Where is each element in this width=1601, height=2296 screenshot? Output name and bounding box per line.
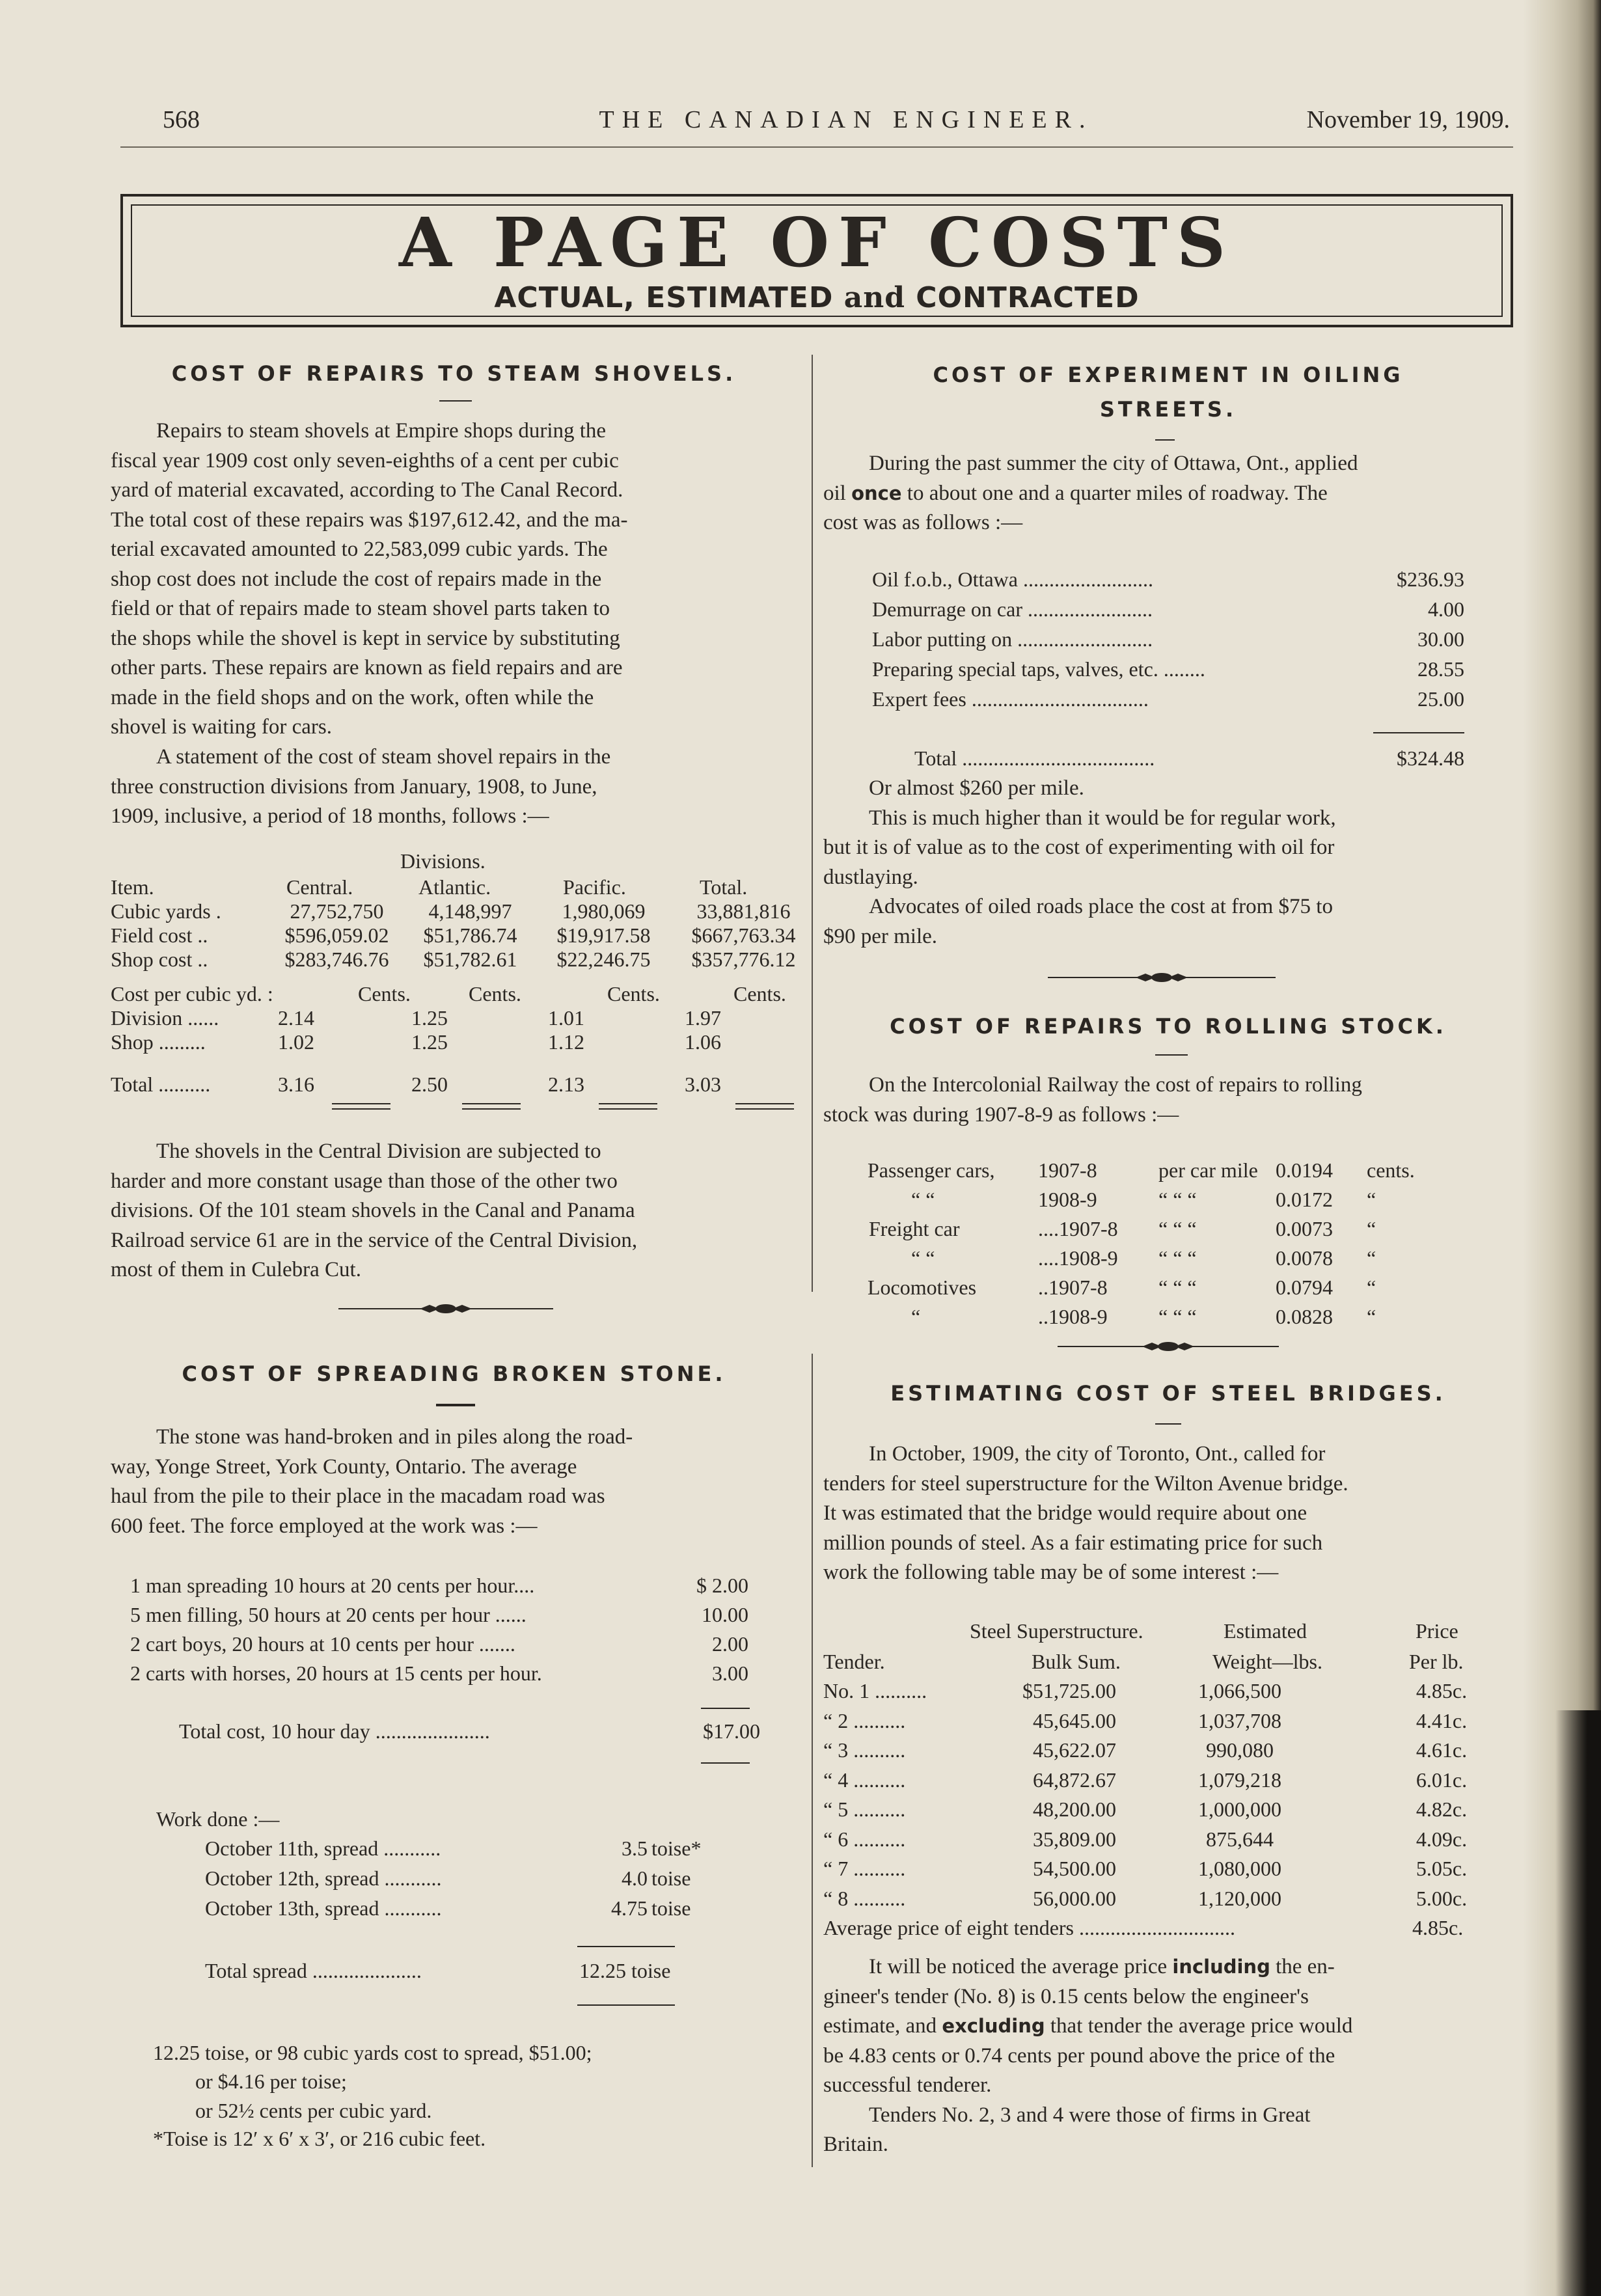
oiling-heading-line-2: STREETS. <box>1099 397 1237 422</box>
bridges-note <box>823 1952 1513 2160</box>
note-a-post: the en- <box>1270 1955 1335 1978</box>
force-item-value: 3.00 <box>712 1661 748 1685</box>
shovels-row-cell: $19,917.58 <box>556 923 651 947</box>
work-day-label: October 11th, spread ........... <box>205 1837 441 1860</box>
bridges-intro-3: It was estimated that the bridge would require about one <box>823 1501 1307 1525</box>
oiling-intro <box>823 449 1513 538</box>
right-column <box>823 0 1513 2296</box>
work-day-unit: toise <box>651 1866 691 1890</box>
text-line: haul from the pile to their place in the macadam road was <box>111 1484 605 1508</box>
rolling-intro <box>823 1071 1513 1130</box>
rolling-cell: 1907-8 <box>1038 1158 1097 1182</box>
oiling-after-6: $90 per mile. <box>823 924 938 948</box>
shovels-total-rule-4 <box>735 1108 794 1110</box>
text-line: three construction divisions from January, 1908, to June, <box>111 774 597 799</box>
oiling-intro-b-bold: once <box>851 482 902 504</box>
rolling-cell: 1908-9 <box>1038 1188 1097 1211</box>
oiling-dash <box>1155 439 1175 441</box>
tender-label: No. 1 .......... <box>823 1679 927 1702</box>
divisions-label: Divisions. <box>400 849 486 873</box>
stone-total-cost-value: $17.00 <box>703 1719 760 1743</box>
tender-weight: 1,079,218 <box>1198 1768 1281 1792</box>
shovels-cents-row-cell: 1.12 <box>548 1030 584 1054</box>
tender-weight: 1,080,000 <box>1198 1857 1281 1880</box>
text-line: A statement of the cost of steam shovel repairs in the <box>156 745 611 769</box>
section-ornament-1 <box>338 1302 553 1316</box>
note-e: successful tenderer. <box>823 2073 992 2097</box>
bridges-col-head-perlb: Per lb. <box>1409 1650 1464 1673</box>
banner-sub-and: and <box>843 281 905 314</box>
bridges-intro-2: tenders for steel superstructure for the Wilton Avenue bridge. <box>823 1471 1348 1496</box>
journal-title: THE CANADIAN ENGINEER. <box>599 106 1093 133</box>
rolling-cell: “ “ <box>911 1188 935 1211</box>
shovels-total-row-cell: 3.16 <box>278 1073 314 1096</box>
stone-total-cost-label: Total cost, 10 hour day ...................... <box>179 1719 490 1743</box>
tender-weight: 1,066,500 <box>1198 1679 1281 1702</box>
oil-item-value: 4.00 <box>1428 597 1464 621</box>
tender-weight: 1,120,000 <box>1198 1886 1281 1910</box>
shovels-row-cell: $667,763.34 <box>691 923 796 947</box>
shovels-dash <box>439 400 472 402</box>
bridges-heading: ESTIMATING COST OF STEEL BRIDGES. <box>890 1381 1446 1406</box>
oiling-after <box>823 774 1513 951</box>
rolling-cell: cents. <box>1367 1158 1415 1182</box>
oiling-intro-c: cost was as follows :— <box>823 511 1023 534</box>
tender-price: 4.41c. <box>1416 1708 1468 1732</box>
text-line: shop cost does not include the cost of repairs made in the <box>111 567 602 591</box>
left-column <box>107 0 800 2296</box>
tender-label: “ 8 .......... <box>823 1886 906 1910</box>
tender-bulk-sum: 45,622.07 <box>1033 1738 1116 1762</box>
rolling-cell: “ “ “ <box>1158 1217 1197 1240</box>
stone-summary-2: or $4.16 per toise; <box>195 2070 347 2093</box>
bridges-intro <box>823 1440 1513 1588</box>
shovels-row-cell: Field cost .. <box>111 923 208 947</box>
rolling-cell: ..1907-8 <box>1038 1276 1108 1299</box>
tender-bulk-sum: 45,645.00 <box>1033 1708 1116 1732</box>
bridges-col-head-structure: Steel Superstructure. <box>970 1619 1143 1643</box>
oil-item-label: Oil f.o.b., Ottawa ......................... <box>872 567 1153 591</box>
text-line: shovel is waiting for cars. <box>111 715 333 739</box>
stone-heading: COST OF SPREADING BROKEN STONE. <box>182 1361 726 1386</box>
column-rule-upper <box>812 355 813 1292</box>
stone-total-rule <box>701 1762 750 1764</box>
work-day-unit: toise* <box>651 1837 702 1860</box>
shovels-cents-row-cell: 1.06 <box>685 1030 721 1054</box>
text-line: made in the field shops and on the work, often while the <box>111 685 594 709</box>
page-number: 568 <box>163 106 200 133</box>
tender-label: “ 2 .......... <box>823 1708 906 1732</box>
shovels-cents-row-cell: 1.25 <box>411 1030 448 1054</box>
tender-bulk-sum: 35,809.00 <box>1033 1827 1116 1851</box>
force-item-label: 2 cart boys, 20 hours at 10 cents per hour ....... <box>130 1632 515 1656</box>
oiling-after-1: Or almost $260 per mile. <box>869 776 1084 800</box>
tender-weight: 1,037,708 <box>1198 1708 1281 1732</box>
rolling-cell: Locomotives <box>868 1276 977 1299</box>
oil-items-rule <box>1373 732 1464 733</box>
force-item-label: 1 man spreading 10 hours at 20 cents per hour.... <box>130 1574 535 1597</box>
note-a-pre: It will be noticed the average price <box>869 1955 1173 1978</box>
shovels-paragraph-3 <box>111 1137 800 1285</box>
text-line: divisions. Of the 101 steam shovels in the Canal and Panama <box>111 1199 635 1222</box>
rolling-cell: “ “ “ <box>1158 1188 1197 1211</box>
rolling-cell: ....1907-8 <box>1038 1217 1118 1240</box>
rolling-cell: per car mile <box>1158 1158 1258 1182</box>
tender-label: “ 3 .......... <box>823 1738 906 1762</box>
note-g: Britain. <box>823 2133 888 2156</box>
tender-weight: 1,000,000 <box>1198 1797 1281 1821</box>
oil-item-label: Labor putting on .......................... <box>872 627 1153 651</box>
shovels-sum-rule-2 <box>462 1103 521 1104</box>
tender-weight: 990,080 <box>1206 1738 1274 1762</box>
note-c-bold: excluding <box>942 2015 1045 2037</box>
note-f: Tenders No. 2, 3 and 4 were those of firms in Great <box>869 2103 1311 2127</box>
text-line: 1909, inclusive, a period of 18 months, follows :— <box>111 804 549 828</box>
shovels-row-cell: $283,746.76 <box>284 948 389 971</box>
bridges-average-label: Average price of eight tenders .............................. <box>823 1916 1235 1939</box>
shovels-header-row-cell: Total. <box>700 875 748 899</box>
text-line: The shovels in the Central Division are subjected to <box>156 1140 601 1163</box>
text-line: yard of material excavated, according to The Canal Record. <box>111 478 623 502</box>
stone-force-rule <box>701 1708 750 1709</box>
force-item-value: 10.00 <box>702 1603 748 1626</box>
work-done-label: Work done :— <box>156 1807 280 1831</box>
note-c-pre: estimate, and <box>823 2014 942 2038</box>
shovels-heading: COST OF REPAIRS TO STEAM SHOVELS. <box>171 361 737 386</box>
total-spread-label: Total spread ..................... <box>205 1959 422 1982</box>
tender-weight: 875,644 <box>1206 1827 1274 1851</box>
tender-bulk-sum: 64,872.67 <box>1033 1768 1116 1792</box>
shovels-header-row-cell: Item. <box>111 875 154 899</box>
oiling-after-4: dustlaying. <box>823 865 918 889</box>
shovels-paragraph-2 <box>111 743 800 832</box>
tender-price: 5.05c. <box>1416 1857 1468 1880</box>
text-line: way, Yonge Street, York County, Ontario. The average <box>111 1455 577 1479</box>
rolling-cell: 0.0073 <box>1276 1217 1333 1240</box>
shovels-cents-header-cell: Cents. <box>469 982 521 1005</box>
stone-dash <box>436 1404 475 1406</box>
issue-date: November 19, 1909. <box>1306 106 1510 133</box>
tender-bulk-sum: 48,200.00 <box>1033 1797 1116 1821</box>
text-line: most of them in Culebra Cut. <box>111 1258 361 1281</box>
shovels-row-cell: 4,148,997 <box>428 899 512 923</box>
rolling-cell: “ “ <box>911 1246 935 1270</box>
tender-label: “ 6 .......... <box>823 1827 906 1851</box>
text-line: Repairs to steam shovels at Empire shops during the <box>156 419 607 443</box>
bridges-col-head-bulk: Bulk Sum. <box>1032 1650 1121 1673</box>
bridges-dash <box>1155 1423 1181 1425</box>
shovels-cents-row-cell: Shop ......... <box>111 1030 206 1054</box>
shovels-total-row-cell: 2.50 <box>411 1073 448 1096</box>
section-ornament-3 <box>1058 1339 1279 1354</box>
oiling-after-5: Advocates of oiled roads place the cost at from $75 to <box>869 895 1333 918</box>
bridges-intro-5: work the following table may be of some interest :— <box>823 1561 1279 1584</box>
shovels-cents-row-cell: 1.01 <box>548 1006 584 1030</box>
force-item-value: 2.00 <box>712 1632 748 1656</box>
work-day-label: October 13th, spread ........... <box>205 1896 442 1920</box>
text-line: The total cost of these repairs was $197,612.42, and the ma- <box>111 508 628 532</box>
total-spread-value: 12.25 toise <box>579 1959 671 1982</box>
shovels-total-rule-3 <box>599 1108 657 1110</box>
shovels-sum-rule-4 <box>735 1103 794 1104</box>
text-line: the shops while the shovel is kept in service by substituting <box>111 626 620 650</box>
rolling-cell: “ “ “ <box>1158 1246 1197 1270</box>
bridges-col-head-price: Price <box>1416 1619 1458 1643</box>
rolling-cell: 0.0794 <box>1276 1276 1333 1299</box>
bridges-col-head-estimated: Estimated <box>1224 1619 1307 1643</box>
shovels-total-row-cell: Total .......... <box>111 1073 211 1096</box>
bridges-intro-4: million pounds of steel. As a fair estimating price for such <box>823 1531 1323 1555</box>
force-item-label: 2 carts with horses, 20 hours at 15 cents per hour. <box>130 1661 542 1685</box>
shovels-cents-row-cell: 1.97 <box>685 1006 721 1030</box>
stone-paragraph-1 <box>111 1423 800 1541</box>
note-a-bold: including <box>1172 1956 1270 1978</box>
shovels-cents-header-cell: Cents. <box>358 982 411 1005</box>
note-d: be 4.83 cents or 0.74 cents per pound above the price of the <box>823 2043 1335 2068</box>
tender-bulk-sum: $51,725.00 <box>1022 1679 1116 1702</box>
oil-item-label: Demurrage on car ........................ <box>872 597 1153 621</box>
oiling-after-2: This is much higher than it would be for regular work, <box>869 806 1336 830</box>
tender-bulk-sum: 54,500.00 <box>1033 1857 1116 1880</box>
work-day-amount: 4.75 <box>611 1896 648 1920</box>
shovels-cents-header-cell: Cents. <box>733 982 786 1005</box>
banner-sub-part-2: CONTRACTED <box>916 281 1140 314</box>
rolling-cell: “ <box>1367 1305 1376 1328</box>
spine-dark-edge <box>1555 1710 1601 2296</box>
rolling-cell: ....1908-9 <box>1038 1246 1118 1270</box>
note-c-post: that tender the average price would <box>1045 2014 1353 2038</box>
tender-label: “ 4 .......... <box>823 1768 906 1792</box>
banner-title: A PAGE OF COSTS <box>398 202 1235 282</box>
section-ornament-2 <box>1048 970 1276 985</box>
rolling-heading: COST OF REPAIRS TO ROLLING STOCK. <box>890 1014 1447 1039</box>
force-item-label: 5 men filling, 50 hours at 20 cents per hour ...... <box>130 1603 527 1626</box>
shovels-cents-header-cell: Cost per cubic yd. : <box>111 982 273 1005</box>
shovels-row-cell: Cubic yards . <box>111 899 221 923</box>
oil-item-label: Expert fees .................................. <box>872 687 1149 711</box>
stone-summary-1: 12.25 toise, or 98 cubic yards cost to spread, $51.00; <box>153 2041 592 2064</box>
text-line: terial excavated amounted to 22,583,099 cubic yards. The <box>111 538 608 561</box>
shovels-header-row-cell: Pacific. <box>563 875 626 899</box>
work-day-amount: 3.5 <box>622 1837 648 1860</box>
tender-price: 6.01c. <box>1416 1768 1468 1792</box>
oiling-intro-b-pre: oil <box>823 481 852 505</box>
rolling-cell: ..1908-9 <box>1038 1305 1108 1328</box>
tender-bulk-sum: 56,000.00 <box>1033 1886 1116 1910</box>
shovels-row-cell: 27,752,750 <box>290 899 384 923</box>
shovels-total-row-cell: 2.13 <box>548 1073 584 1096</box>
oiling-heading-line-1: COST OF EXPERIMENT IN OILING <box>933 362 1404 387</box>
shovels-total-rule-2 <box>462 1108 521 1110</box>
rolling-cell: “ <box>1367 1188 1376 1211</box>
oiling-intro-b-post: to about one and a quarter miles of roadway. The <box>901 481 1328 505</box>
text-line: fiscal year 1909 cost only seven-eighths of a cent per cubic <box>111 448 619 472</box>
rolling-cell: “ <box>911 1305 921 1328</box>
rolling-cell: 0.0172 <box>1276 1188 1333 1211</box>
total-spread-rule <box>577 2004 675 2006</box>
rolling-cell: “ <box>1367 1276 1376 1299</box>
tender-label: “ 7 .......... <box>823 1857 906 1880</box>
tender-price: 4.82c. <box>1416 1797 1468 1821</box>
rolling-dash <box>1155 1054 1188 1056</box>
banner-sub-part-1: ACTUAL, ESTIMATED <box>494 281 834 314</box>
rolling-cell: 0.0194 <box>1276 1158 1333 1182</box>
bridges-average-value: 4.85c. <box>1412 1916 1464 1939</box>
oiling-intro-a: During the past summer the city of Ottawa, Ont., applied <box>869 452 1358 475</box>
shovels-cents-header-cell: Cents. <box>607 982 660 1005</box>
text-line: field or that of repairs made to steam shovel parts taken to <box>111 597 610 620</box>
oil-total-label: Total ..................................... <box>914 746 1155 770</box>
oil-total-value: $324.48 <box>1397 746 1464 770</box>
oil-item-value: 30.00 <box>1417 627 1464 651</box>
oil-item-label: Preparing special taps, valves, etc. ........ <box>872 657 1205 681</box>
oil-item-value: 28.55 <box>1417 657 1464 681</box>
tender-label: “ 5 .......... <box>823 1797 906 1821</box>
shovels-cents-row-cell: 1.25 <box>411 1006 448 1030</box>
text-line: other parts. These repairs are known as field repairs and are <box>111 656 623 679</box>
shovels-cents-row-cell: Division ...... <box>111 1006 219 1030</box>
shovels-paragraph-1 <box>111 417 800 743</box>
rolling-cell: “ “ “ <box>1158 1276 1197 1299</box>
work-day-amount: 4.0 <box>622 1866 648 1890</box>
shovels-header-row-cell: Atlantic. <box>418 875 491 899</box>
shovels-row-cell: $357,776.12 <box>691 948 796 971</box>
tender-price: 5.00c. <box>1416 1886 1468 1910</box>
shovels-cents-row-cell: 1.02 <box>278 1030 314 1054</box>
shovels-row-cell: $51,786.74 <box>423 923 517 947</box>
bridges-col-head-weight: Weight—lbs. <box>1212 1650 1322 1673</box>
oil-item-value: 25.00 <box>1417 687 1464 711</box>
shovels-row-cell: $596,059.02 <box>284 923 389 947</box>
tender-price: 4.09c. <box>1416 1827 1468 1851</box>
rolling-cell: “ <box>1367 1217 1376 1240</box>
rolling-cell: 0.0828 <box>1276 1305 1333 1328</box>
shovels-sum-rule-3 <box>599 1103 657 1104</box>
shovels-row-cell: 1,980,069 <box>562 899 646 923</box>
shovels-total-row-cell: 3.03 <box>685 1073 721 1096</box>
text-line: 600 feet. The force employed at the work was :— <box>111 1514 538 1538</box>
column-rule-lower <box>812 1354 813 2167</box>
stone-footnote: *Toise is 12′ x 6′ x 3′, or 216 cubic feet. <box>153 2127 486 2150</box>
rolling-intro-1: On the Intercolonial Railway the cost of repairs to rolling <box>869 1073 1362 1097</box>
tender-price: 4.85c. <box>1416 1679 1468 1702</box>
bridges-col-head-tender: Tender. <box>823 1650 885 1673</box>
text-line: Railroad service 61 are in the service of the Central Division, <box>111 1228 638 1252</box>
shovels-row-cell: Shop cost .. <box>111 948 208 971</box>
stone-summary-3: or 52½ cents per cubic yard. <box>195 2099 432 2122</box>
work-day-label: October 12th, spread ........... <box>205 1866 442 1890</box>
oiling-after-3: but it is of value as to the cost of experimenting with oil for <box>823 836 1335 859</box>
bridges-intro-1: In October, 1909, the city of Toronto, Ont., called for <box>869 1442 1326 1466</box>
shovels-sum-rule-1 <box>332 1103 390 1104</box>
rolling-cell: “ “ “ <box>1158 1305 1197 1328</box>
rolling-cell: 0.0078 <box>1276 1246 1333 1270</box>
work-day-unit: toise <box>651 1896 691 1920</box>
shovels-row-cell: 33,881,816 <box>696 899 791 923</box>
shovels-cents-row-cell: 2.14 <box>278 1006 314 1030</box>
rolling-intro-2: stock was during 1907-8-9 as follows :— <box>823 1102 1179 1127</box>
oil-item-value: $236.93 <box>1397 567 1464 591</box>
shovels-row-cell: $22,246.75 <box>556 948 651 971</box>
shovels-row-cell: $51,782.61 <box>423 948 517 971</box>
text-line: harder and more constant usage than those of the other two <box>111 1169 618 1193</box>
work-rule <box>577 1946 675 1947</box>
tender-price: 4.61c. <box>1416 1738 1468 1762</box>
rolling-cell: Passenger cars, <box>868 1158 995 1182</box>
rolling-cell: Freight car <box>869 1217 960 1240</box>
shovels-total-rule-1 <box>332 1108 390 1110</box>
rolling-cell: “ <box>1367 1246 1376 1270</box>
shovels-header-row-cell: Central. <box>286 875 353 899</box>
force-item-value: $ 2.00 <box>696 1574 748 1597</box>
text-line: The stone was hand-broken and in piles along the road- <box>156 1425 633 1449</box>
note-b: gineer's tender (No. 8) is 0.15 cents below the engineer's <box>823 1984 1309 2008</box>
